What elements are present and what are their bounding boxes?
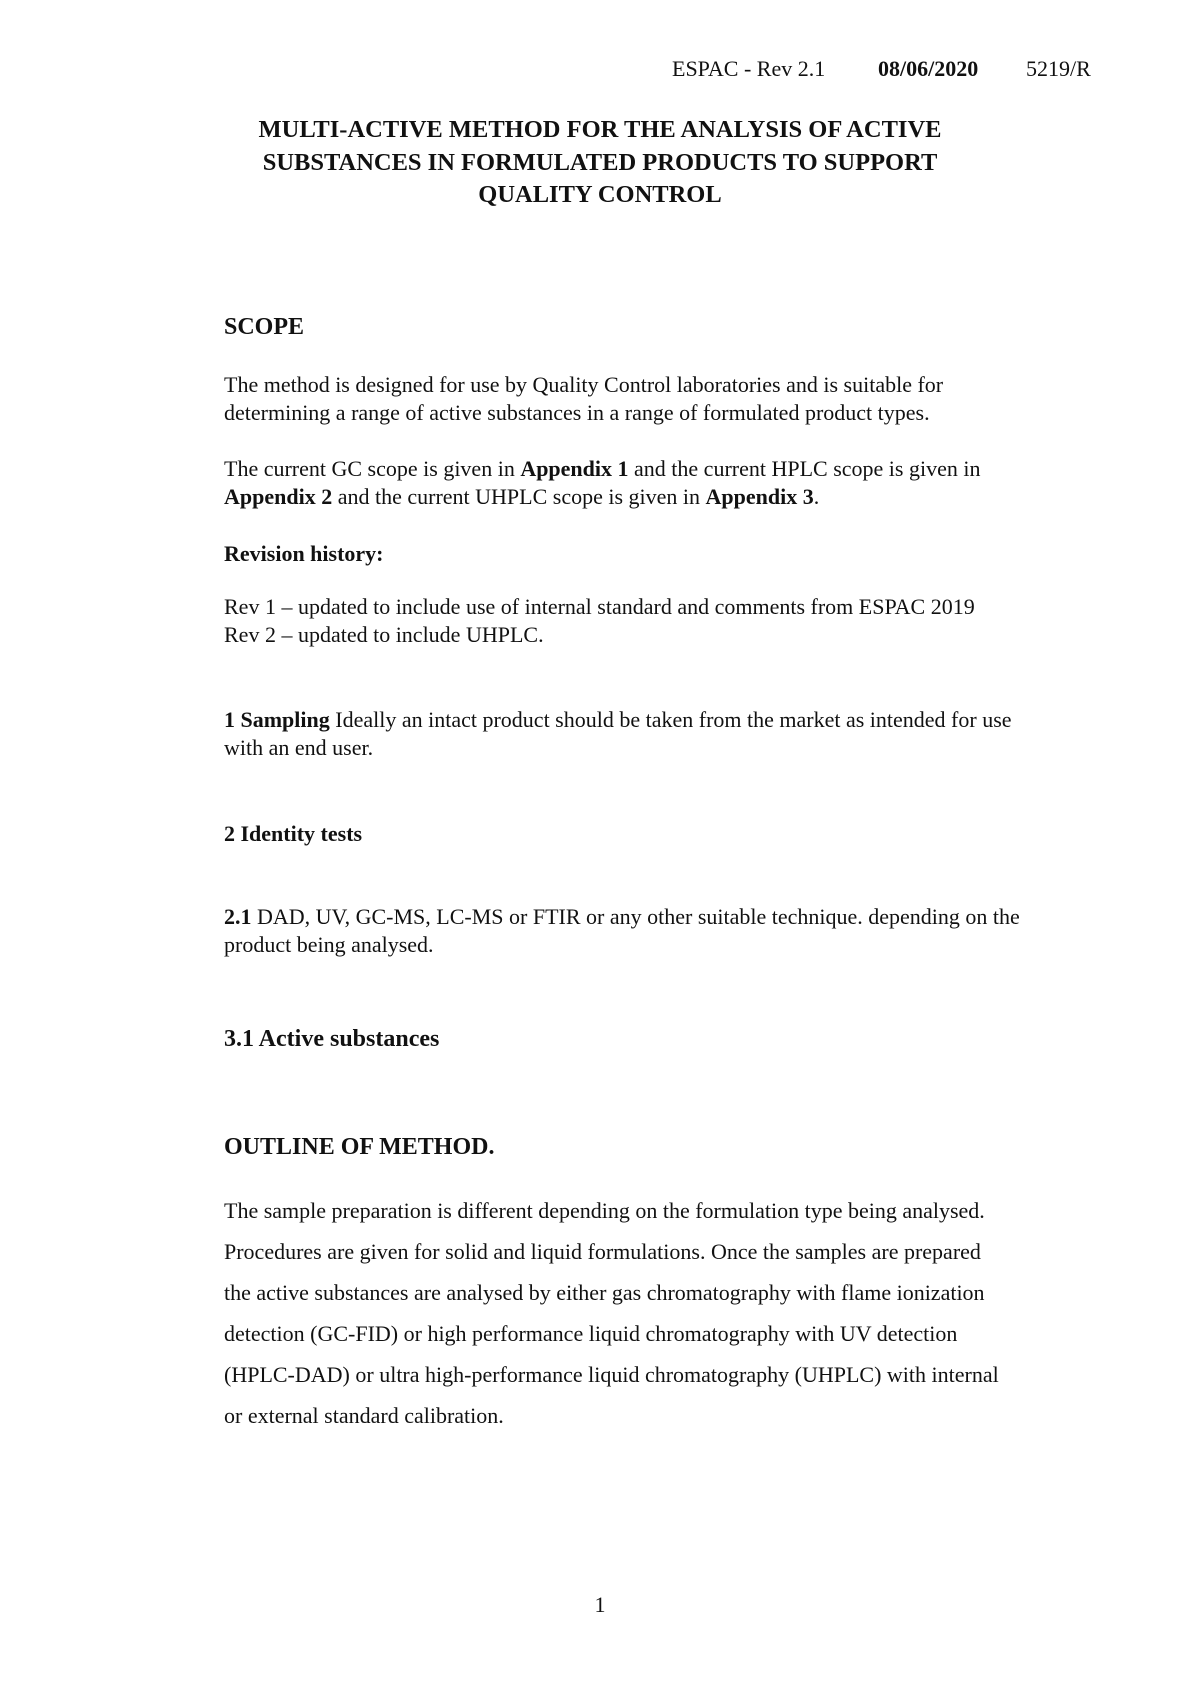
text: Ideally an intact product should be taken from the market as intended for use — [329, 707, 1012, 732]
paragraph-line: determining a range of active substances in a range of formulated product types. — [224, 400, 930, 425]
text: . — [813, 484, 820, 509]
revision-history-list — [224, 593, 1124, 649]
document-title — [160, 114, 1040, 212]
paragraph-line: the active substances are analysed by either gas chromatography with flame ionization — [224, 1280, 985, 1305]
paragraph-line — [224, 455, 1124, 483]
sampling-paragraph — [224, 706, 1124, 762]
paragraph-line — [224, 706, 1124, 734]
identity-tests-paragraph — [224, 903, 1124, 959]
paragraph-line: with an end user. — [224, 735, 374, 760]
text: and the current HPLC scope is given in — [628, 456, 981, 481]
outline-heading: OUTLINE OF METHOD. — [224, 1134, 495, 1160]
page-number: 1 — [594, 1592, 606, 1617]
paragraph-line: or external standard calibration. — [224, 1403, 504, 1428]
identity-sub-label: 2.1 — [224, 904, 252, 929]
scope-paragraph — [224, 371, 1124, 427]
paragraph-line: (HPLC-DAD) or ultra high-performance liquid chromatography (UHPLC) with internal — [224, 1362, 999, 1387]
title-line: MULTI-ACTIVE METHOD FOR THE ANALYSIS OF ACTIVE — [258, 116, 942, 143]
revision-item: Rev 1 – updated to include use of internal standard and comments from ESPAC 2019 — [224, 594, 975, 619]
paragraph-line: product being analysed. — [224, 932, 434, 957]
revision-item: Rev 2 – updated to include UHPLC. — [224, 622, 544, 647]
text: DAD, UV, GC-MS, LC-MS or FTIR or any other suitable technique. depending on the — [251, 904, 1020, 929]
paragraph-line: Procedures are given for solid and liquid formulations. Once the samples are prepared — [224, 1239, 981, 1264]
appendix-2-ref: Appendix 2 — [224, 484, 333, 509]
header-report-number: 5219/R — [1026, 56, 1091, 81]
revision-history-heading: Revision history: — [224, 541, 384, 566]
paragraph-line — [224, 903, 1124, 931]
scope-appendix-paragraph — [224, 455, 1124, 511]
text: and the current UHPLC scope is given in — [332, 484, 706, 509]
paragraph-line: The sample preparation is different depending on the formulation type being analysed. — [224, 1198, 985, 1223]
header-doc-ref: ESPAC - Rev 2.1 — [672, 56, 826, 81]
header-date: 08/06/2020 — [878, 56, 979, 81]
title-line: QUALITY CONTROL — [478, 181, 722, 208]
identity-tests-heading: 2 Identity tests — [224, 821, 363, 846]
paragraph-line — [224, 483, 1124, 511]
paragraph-line: detection (GC-FID) or high performance liquid chromatography with UV detection — [224, 1321, 958, 1346]
appendix-3-ref: Appendix 3 — [705, 484, 814, 509]
sampling-label: 1 Sampling — [224, 707, 330, 732]
title-line: SUBSTANCES IN FORMULATED PRODUCTS TO SUPPORT — [262, 148, 938, 176]
text: The current GC scope is given in — [224, 456, 521, 481]
scope-heading: SCOPE — [224, 314, 305, 340]
appendix-1-ref: Appendix 1 — [520, 456, 629, 481]
outline-paragraph — [224, 1198, 1124, 1444]
active-substances-heading: 3.1 Active substances — [224, 1026, 440, 1052]
paragraph-line: The method is designed for use by Quality Control laboratories and is suitable for — [224, 372, 944, 397]
